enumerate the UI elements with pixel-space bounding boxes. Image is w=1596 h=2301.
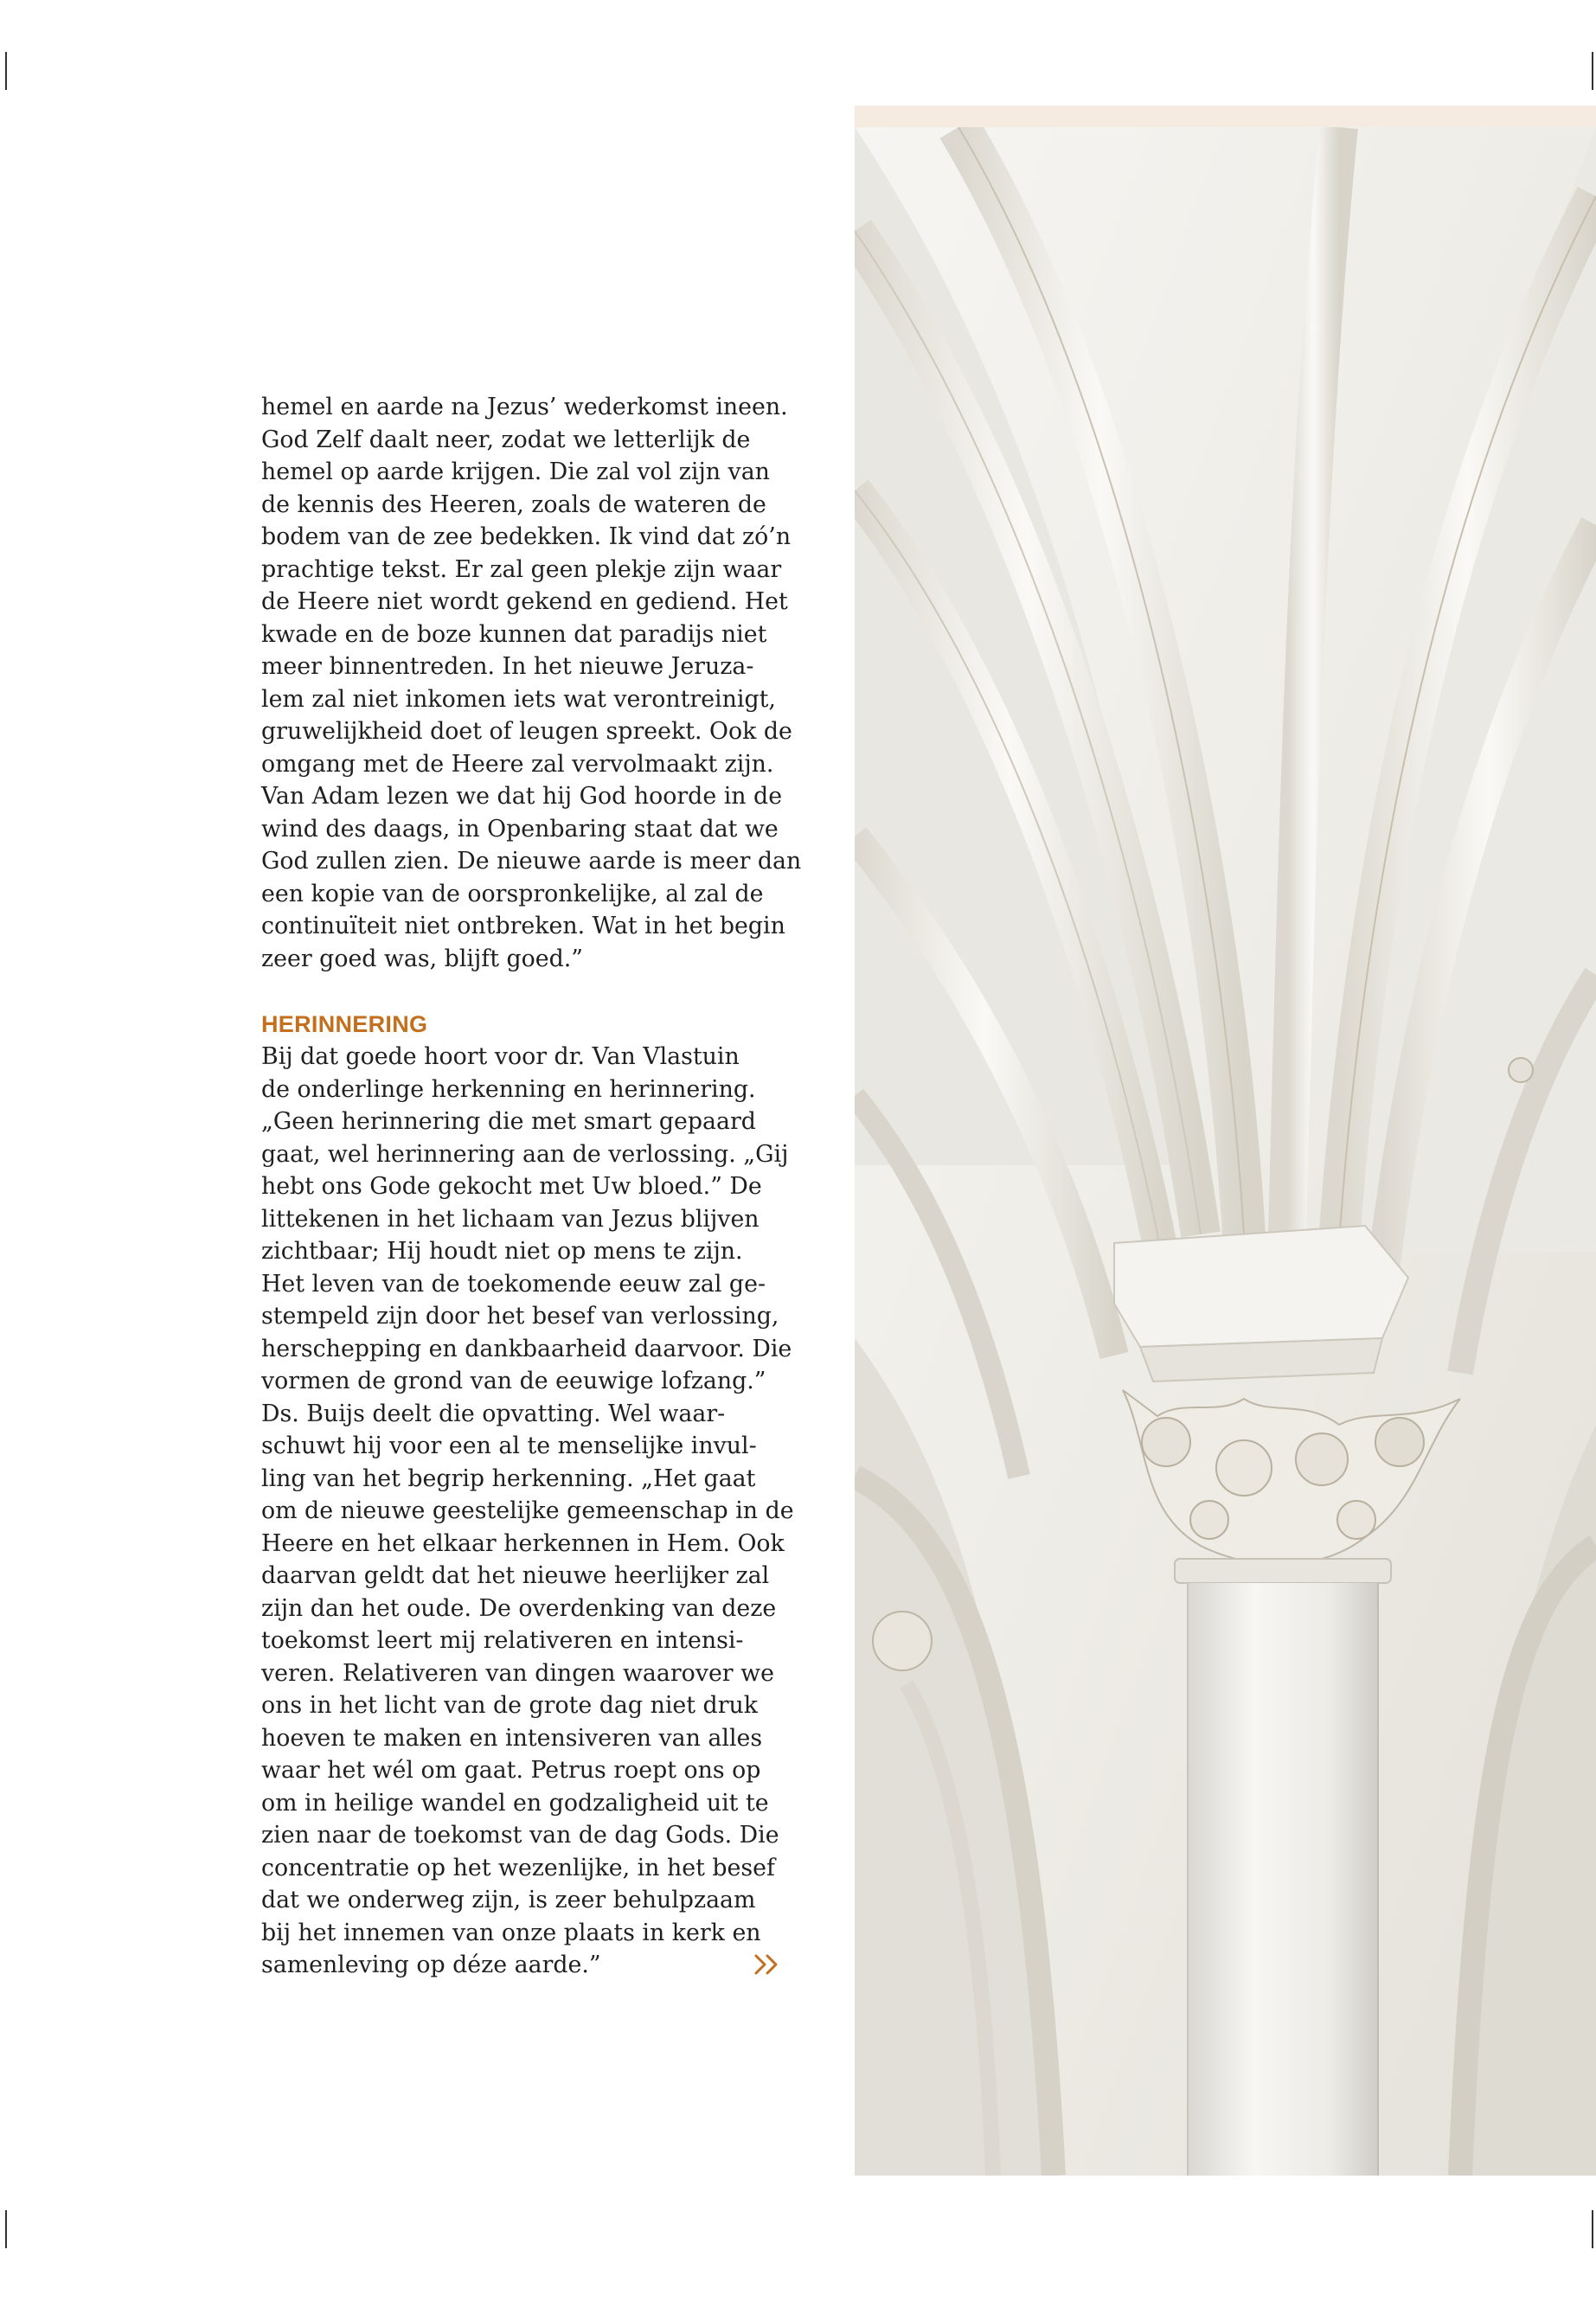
church-vault-column-icon xyxy=(855,127,1596,2176)
crop-mark-top-left xyxy=(5,52,7,90)
section-heading: HERINNERING xyxy=(261,1011,428,1037)
text-line: bodem van de zee bedekken. Ik vind dat zó’n xyxy=(261,523,792,550)
article-text-column xyxy=(261,391,802,1982)
text-line: concentratie op het wezenlijke, in het besef xyxy=(261,1854,775,1881)
last-line-text: samenleving op déze aarde.” xyxy=(261,1952,601,1978)
text-line: om in heilige wandel en godzaligheid uit te xyxy=(261,1789,769,1817)
paragraph-1 xyxy=(261,391,802,975)
text-line: de Heere niet wordt gekend en gediend. Het xyxy=(261,588,788,615)
text-line: hemel op aarde krijgen. Die zal vol zijn van xyxy=(261,458,770,485)
text-line: God Zelf daalt neer, zodat we letterlijk de xyxy=(261,426,751,453)
text-line: toekomst leert mij relativeren en intensi- xyxy=(261,1627,744,1654)
text-line: wind des daags, in Openbaring staat dat we xyxy=(261,815,779,843)
text-line: dat we onderweg zijn, is zeer behulpzaam xyxy=(261,1887,756,1913)
text-line: herschepping en dankbaarheid daarvoor. Die xyxy=(261,1335,792,1362)
text-line: gruwelijkheid doet of leugen spreekt. Ook de xyxy=(261,718,792,745)
crop-mark-bottom-right xyxy=(1592,2210,1593,2248)
double-chevron-right-icon xyxy=(753,1952,782,1977)
text-line: Van Adam lezen we dat hij God hoorde in de xyxy=(261,783,783,810)
text-line: ons in het licht van de grote dag niet druk xyxy=(261,1692,759,1719)
text-line: een kopie van de oorspronkelijke, al zal de xyxy=(261,880,764,907)
text-line xyxy=(261,1949,789,1982)
text-line: Het leven van de toekomende eeuw zal ge- xyxy=(261,1270,766,1298)
text-line: continuïteit niet ontbreken. Wat in het begin xyxy=(261,913,785,939)
text-line: zeer goed was, blijft goed.” xyxy=(261,945,584,972)
crop-mark-top-right xyxy=(1592,52,1593,90)
text-line: ling van het begrip herkenning. „Het gaat xyxy=(261,1465,756,1492)
text-line: prachtige tekst. Er zal geen plekje zijn waar xyxy=(261,555,782,583)
text-line: zien naar de toekomst van de dag Gods. Die xyxy=(261,1822,779,1849)
text-line: lem zal niet inkomen iets wat verontreinigt, xyxy=(261,685,776,713)
text-line: kwade en de boze kunnen dat paradijs niet xyxy=(261,620,767,648)
text-line: veren. Relativeren van dingen waarover we xyxy=(261,1659,774,1687)
text-line: Heere en het elkaar herkennen in Hem. Ook xyxy=(261,1529,785,1557)
paragraph-2 xyxy=(261,1041,794,1982)
text-line: hemel en aarde na Jezus’ wederkomst ineen. xyxy=(261,394,788,420)
text-line: zijn dan het oude. De overdenking van deze xyxy=(261,1594,777,1622)
text-line: bij het innemen van onze plaats in kerk en xyxy=(261,1919,761,1946)
text-line: hoeven te maken en intensiveren van alles xyxy=(261,1724,763,1752)
text-line: Bij dat goede hoort voor dr. Van Vlastuin xyxy=(261,1043,740,1070)
text-line: waar het wél om gaat. Petrus roept ons op xyxy=(261,1757,761,1784)
text-line: littekenen in het lichaam van Jezus blijven xyxy=(261,1205,760,1233)
crop-mark-bottom-left xyxy=(5,2210,7,2248)
text-line: meer binnentreden. In het nieuwe Jeruza- xyxy=(261,653,754,680)
text-line: vormen de grond van de eeuwige lofzang.” xyxy=(261,1368,766,1394)
text-line: om de nieuwe geestelijke gemeenschap in de xyxy=(261,1497,794,1524)
text-line: Ds. Buijs deelt die opvatting. Wel waar- xyxy=(261,1400,726,1427)
text-line: „Geen herinnering die met smart gepaard xyxy=(261,1108,756,1135)
text-line: hebt ons Gode gekocht met Uw bloed.” De xyxy=(261,1173,762,1200)
church-vault-photo xyxy=(855,127,1596,2176)
text-line: schuwt hij voor een al te menselijke invul- xyxy=(261,1433,757,1459)
text-line: de onderlinge herkenning en herinnering. xyxy=(261,1075,756,1103)
text-line: God zullen zien. De nieuwe aarde is meer dan xyxy=(261,848,802,875)
photo-top-band xyxy=(855,106,1596,127)
text-line: de kennis des Heeren, zoals de wateren de xyxy=(261,490,766,518)
text-line: zichtbaar; Hij houdt niet op mens te zijn. xyxy=(261,1238,743,1265)
text-line: daarvan geldt dat het nieuwe heerlijker zal xyxy=(261,1562,770,1589)
text-line: stempeld zijn door het besef van verlossing, xyxy=(261,1303,779,1330)
text-line: gaat, wel herinnering aan de verlossing. „Gij xyxy=(261,1140,789,1168)
text-line: omgang met de Heere zal vervolmaakt zijn. xyxy=(261,750,774,778)
